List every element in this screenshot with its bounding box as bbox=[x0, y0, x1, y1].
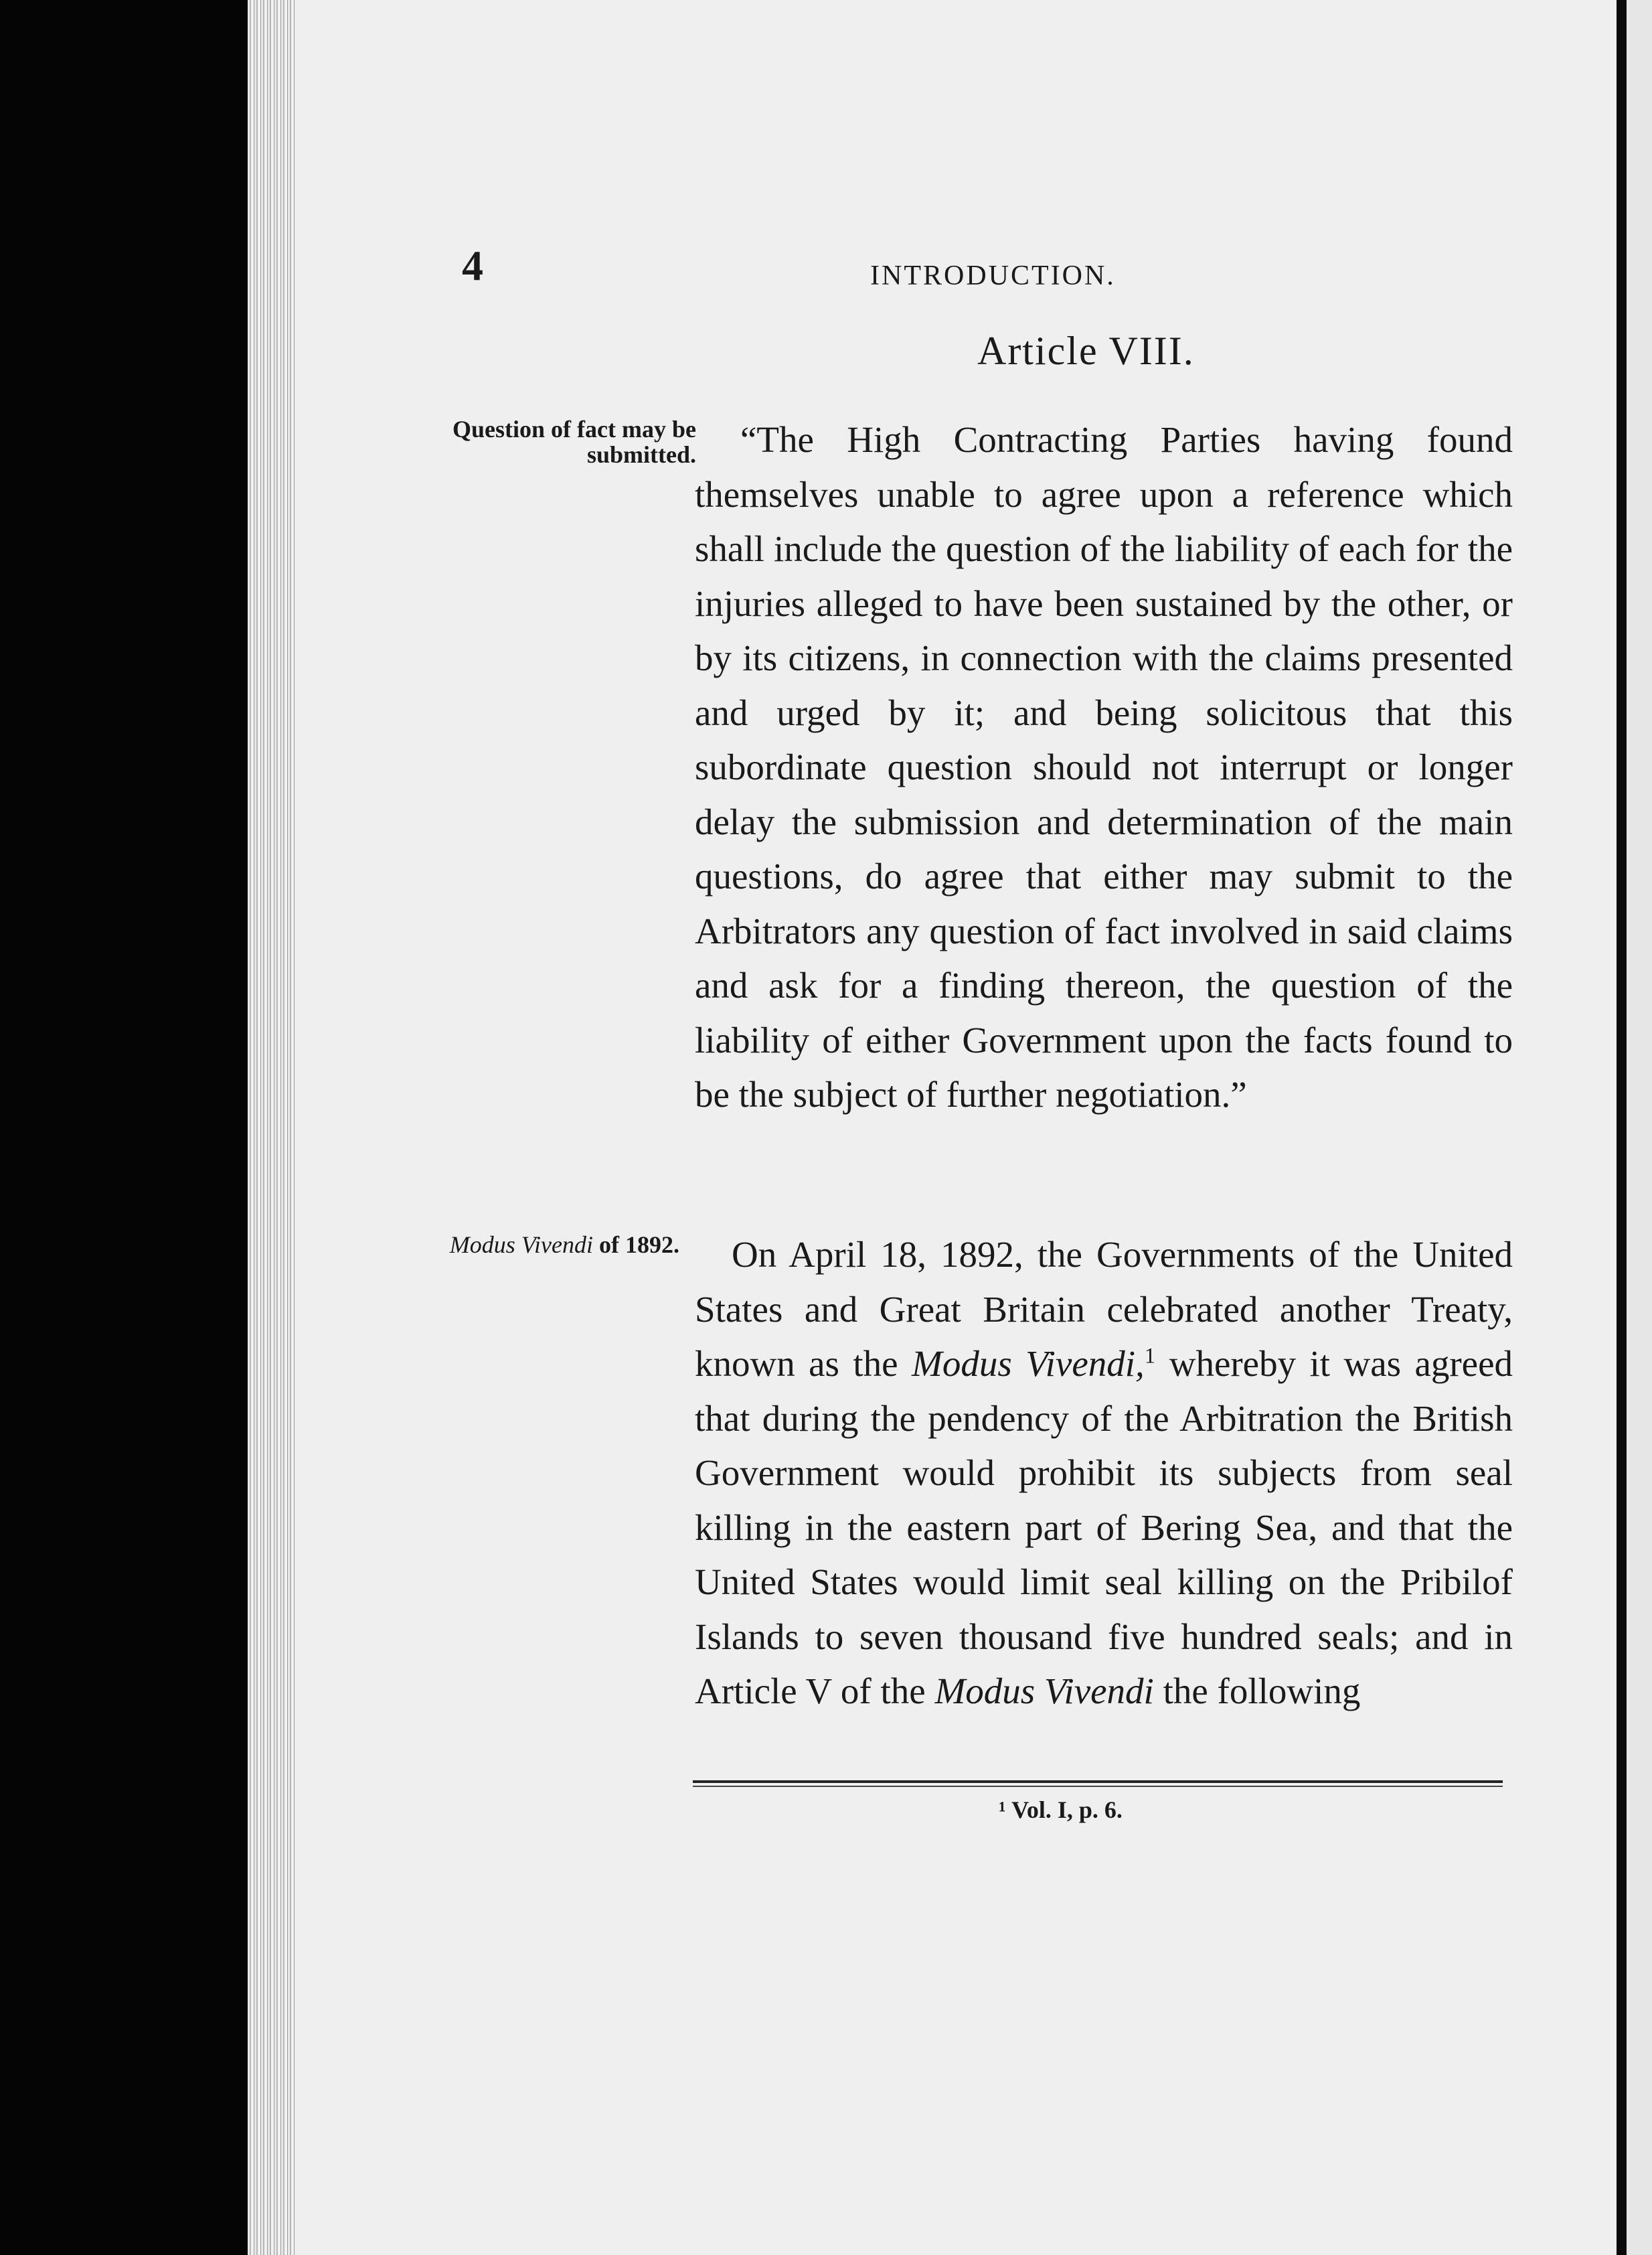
book-page bbox=[295, 0, 1617, 2255]
modus-vivendi-paragraph bbox=[695, 1227, 1513, 1719]
margin-note-question-of-fact: Question of fact may be submitted. bbox=[452, 416, 696, 468]
footnote-reference-mark: 1 bbox=[1144, 1344, 1156, 1369]
footnote-rule bbox=[693, 1780, 1503, 1783]
margin-note-modus-vivendi-year: of 1892. bbox=[599, 1231, 679, 1258]
paragraph-2-part-3: the following bbox=[1153, 1670, 1361, 1711]
footnote-rule-thin bbox=[693, 1786, 1503, 1787]
book-page-edges bbox=[248, 0, 295, 2255]
paragraph-2-part-1: On April 18, 1892, the Governments of the United States and Great Britain celebrated another Treaty, known as the bbox=[695, 1234, 1513, 1384]
margin-note-modus-vivendi-italic: Modus Vivendi bbox=[449, 1231, 593, 1258]
scan-background-left bbox=[0, 0, 248, 2255]
paragraph-1-text: “The High Contracting Parties having found themselves unable to agree upon a reference which shall include the question of the liability of each for the injuries alleged to have been sustained by the other, or by its citizens, in connection with the claims presented and urged by it; and being solicitous that this subordinate question should not interrupt or longer delay the submission and determination of the main questions, do agree that either may submit to the Arbitrators any question of fact involved in said claims and ask for a finding thereon, the question of the liability of either Government upon the facts found to be the subject of further negotiation.” bbox=[695, 419, 1513, 1115]
running-head: INTRODUCTION. bbox=[870, 260, 1116, 291]
paragraph-2-italic-modus-vivendi: Modus Vivendi, bbox=[912, 1343, 1145, 1384]
page-number: 4 bbox=[462, 242, 483, 289]
article-heading: Article VIII. bbox=[977, 329, 1195, 373]
article-viii-quotation bbox=[695, 412, 1513, 1122]
paragraph-2-part-2: whereby it was agreed that during the pendency of the Arbitration the British Government would prohibit its subjects from seal killing in the eastern part of Bering Sea, and that the United States would limit seal killing on the Pribilof Islands to seven thousand five hundred seals; and in Article V of the bbox=[695, 1343, 1513, 1711]
next-page-edge bbox=[1627, 0, 1652, 2255]
paragraph-2-text bbox=[695, 1227, 1513, 1719]
page-gutter bbox=[1617, 0, 1627, 2255]
paragraph-2-italic-modus-vivendi-2: Modus Vivendi bbox=[934, 1670, 1154, 1711]
margin-note-modus-vivendi bbox=[442, 1232, 679, 1257]
footnote: ¹ Vol. I, p. 6. bbox=[999, 1796, 1123, 1823]
